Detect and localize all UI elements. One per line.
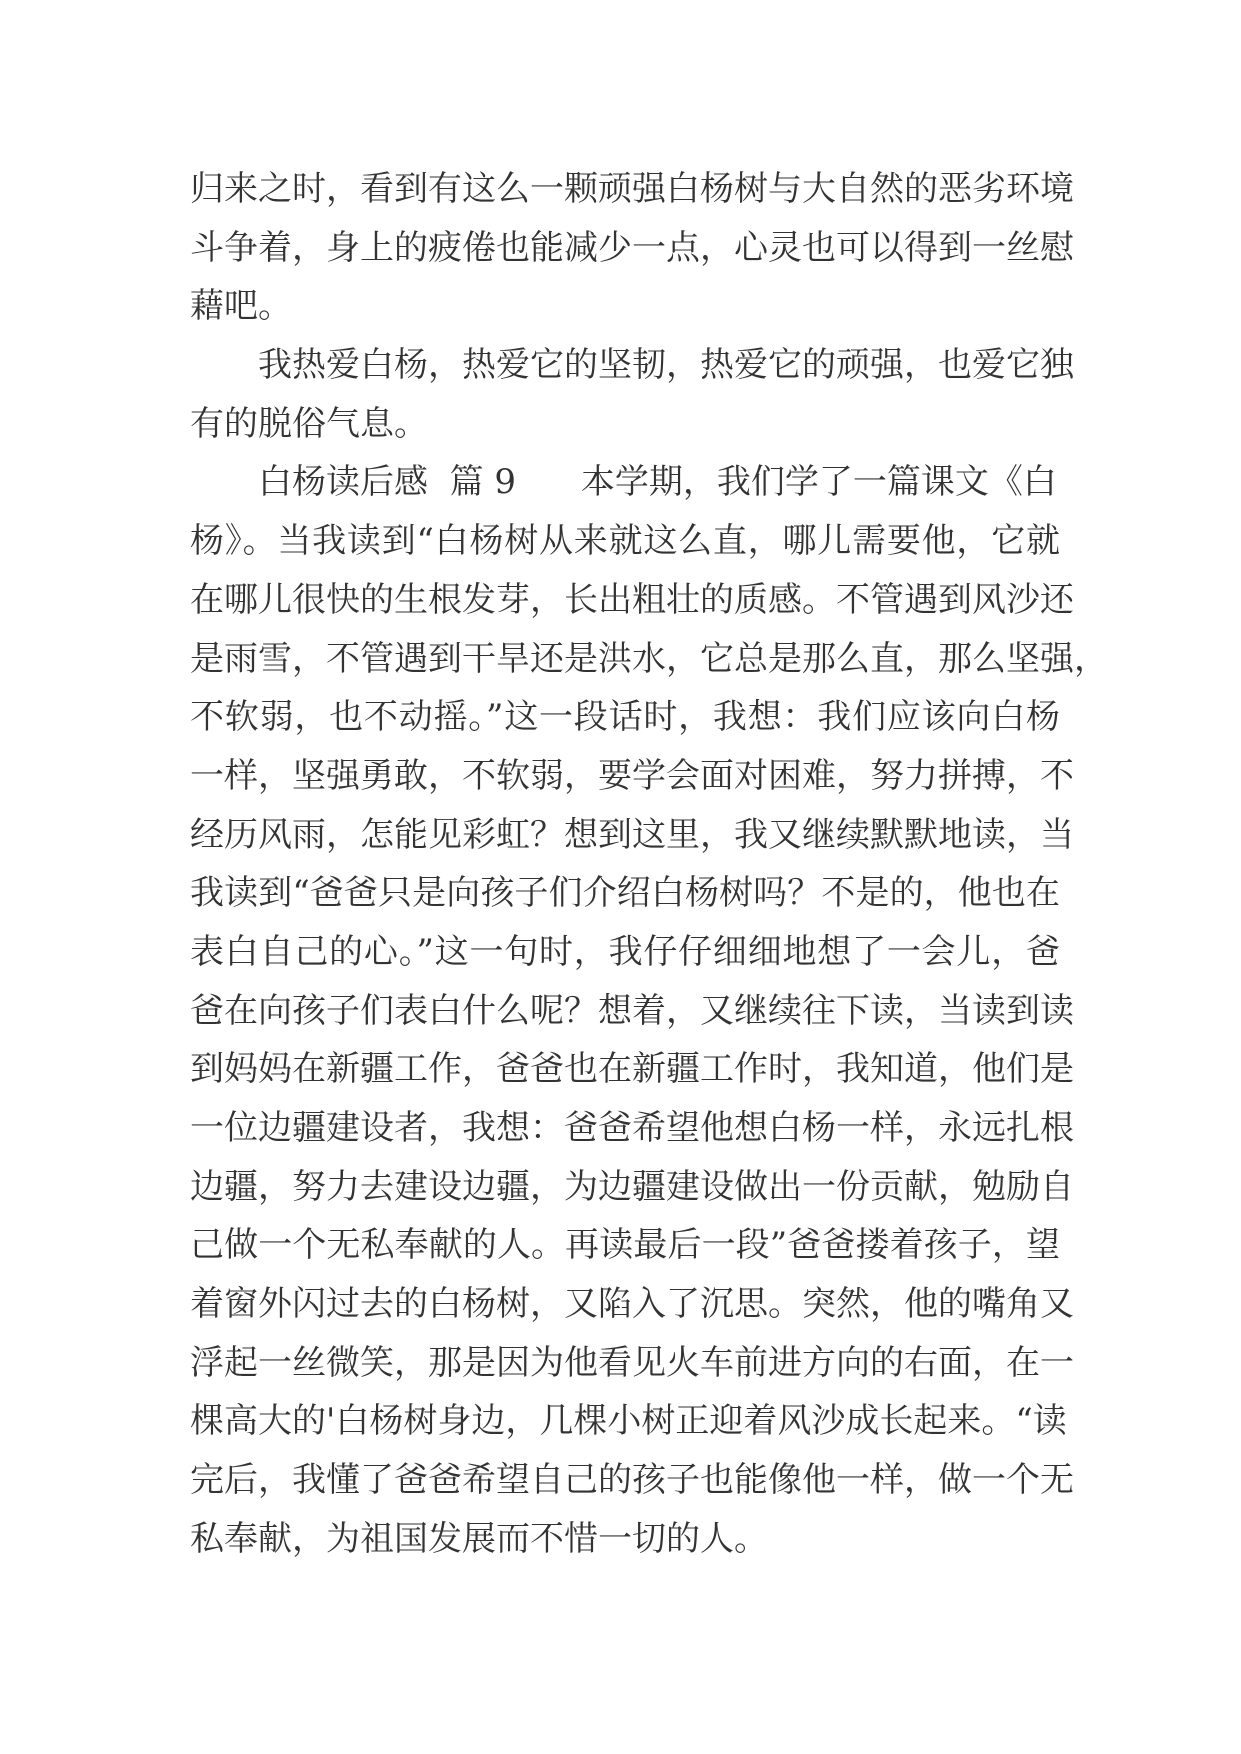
text-line: 完后，我懂了爸爸希望自己的孩子也能像他一样，做一个无 (190, 1460, 1074, 1501)
text-line: 一位边疆建设者，我想：爸爸希望他想白杨一样，永远扎根 (190, 1108, 1074, 1148)
text-line: 是雨雪，不管遇到干旱还是洪水，它总是那么直，那么坚强， (190, 638, 1108, 679)
text-line: 己做一个无私奉献的人。再读最后一段”爸爸搂着孩子，望 (190, 1225, 1060, 1266)
body-text (190, 160, 1108, 1569)
text-line: 边疆，努力去建设边疆，为边疆建设做出一份贡献，勉励自 (190, 1166, 1074, 1207)
text-line: 归来之时，看到有这么一颗顽强白杨树与大自然的恶劣环境 (190, 169, 1074, 209)
text-line: 经历风雨，怎能见彩虹？想到这里，我又继续默默地读，当 (190, 814, 1074, 855)
text-line: 在哪儿很快的生根发芽，长出粗壮的质感。不管遇到风沙还 (190, 579, 1074, 620)
text-line: 浮起一丝微笑，那是因为他看见火车前进方向的右面，在一 (190, 1342, 1074, 1383)
text-line: 爸在向孩子们表白什么呢？想着，又继续往下读，当读到读 (190, 990, 1074, 1031)
text-line: 我读到“爸爸只是向孩子们介绍白杨树吗？不是的，他也在 (190, 873, 1060, 914)
text-line: 棵高大的'白杨树身边，几棵小树正迎着风沙成长起来。“读 (190, 1401, 1067, 1442)
text-line: 我热爱白杨，热爱它的坚韧，热爱它的顽强，也爱它独 (258, 345, 1074, 386)
text-line: 私奉献，为祖国发展而不惜一切的人。 (190, 1518, 768, 1559)
text-line: 杨》。当我读到“白杨树从来就这么直，哪儿需要他，它就 (190, 521, 1060, 562)
text-line: 斗争着，身上的疲倦也能减少一点，心灵也可以得到一丝慰 (190, 227, 1074, 268)
text-line: 到妈妈在新疆工作，爸爸也在新疆工作时，我知道，他们是 (190, 1049, 1074, 1090)
paragraph (190, 336, 1074, 453)
section-heading-line: 白杨读后感 篇 9 本学期，我们学了一篇课文《白 (258, 462, 1057, 503)
text-line: 有的脱俗气息。 (190, 403, 428, 444)
text-line: 着窗外闪过去的白杨树，又陷入了沉思。突然，他的嘴角又 (190, 1284, 1074, 1325)
text-line: 一样，坚强勇敢，不软弱，要学会面对困难，努力拼搏，不 (190, 755, 1074, 796)
paragraph (190, 453, 1108, 1568)
text-line: 藉吧。 (190, 286, 292, 327)
text-line: 表白自己的心。”这一句时，我仔仔细细地想了一会儿，爸 (190, 931, 1060, 972)
paragraph (190, 160, 1074, 336)
text-line: 不软弱，也不动摇。”这一段话时，我想：我们应该向白杨 (190, 697, 1060, 738)
